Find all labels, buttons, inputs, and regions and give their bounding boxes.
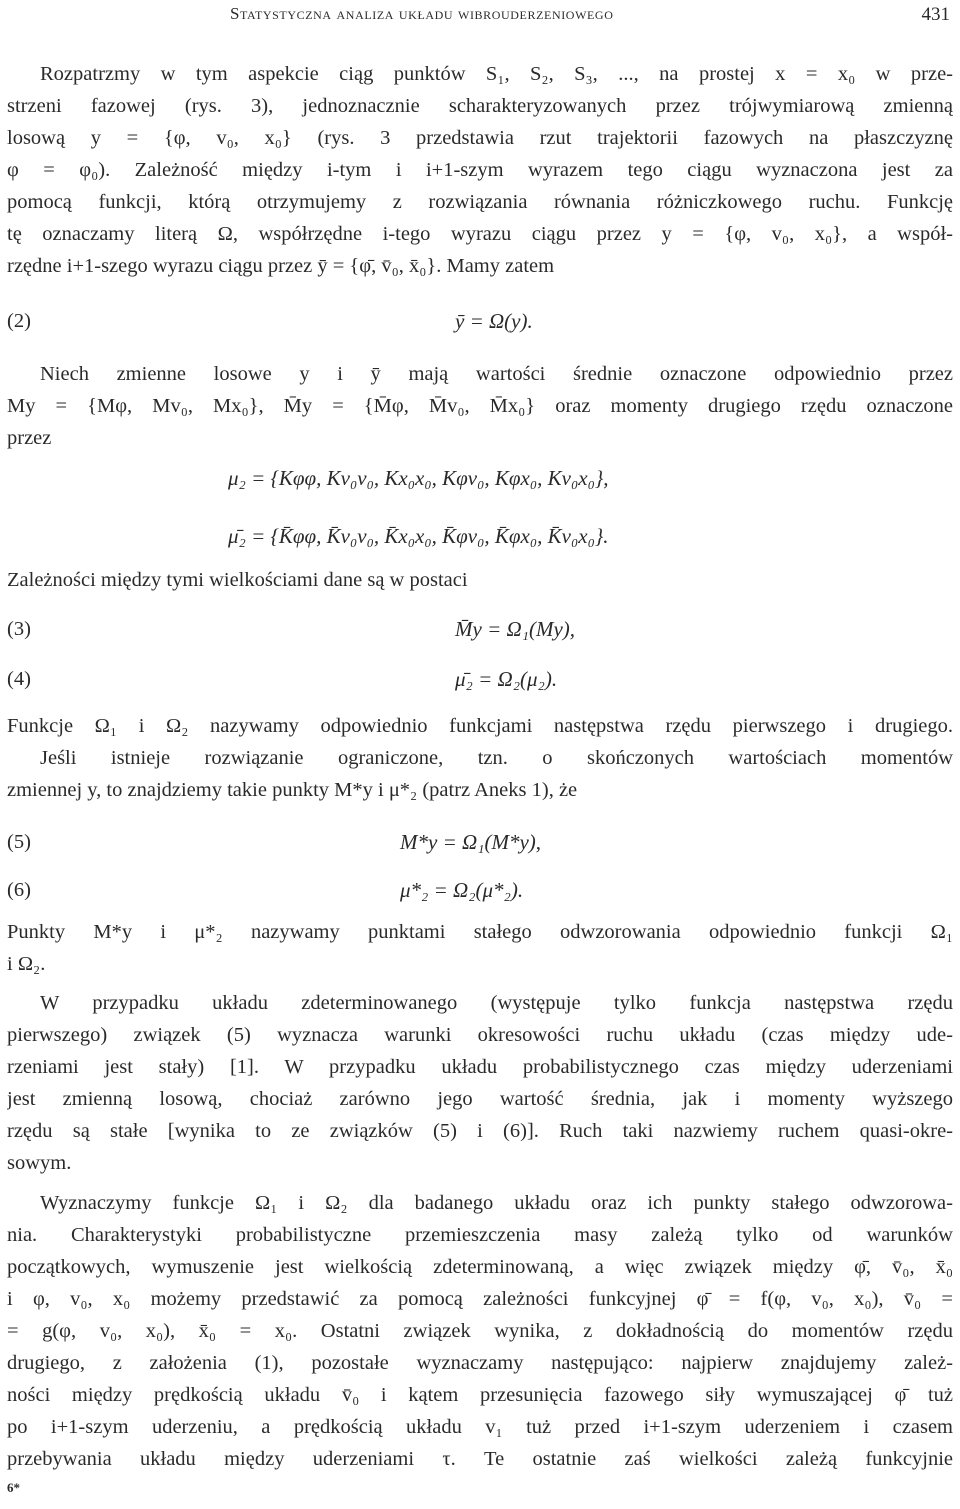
text-line: W przypadku układu zdeterminowanego (występuje tylko funkcja następstwa rzędu [40, 992, 953, 1014]
equation: μ₂ = {Kφφ, Kv₀v₀, Kx₀x₀, Kφv₀, Kφx₀, Kv₀x₀}, [228, 466, 609, 490]
text-line: Punkty M*y i μ*₂ nazywamy punktami stałego odwzorowania odpowiednio funkcji Ω₁ [7, 921, 953, 943]
equation: μ*₂ = Ω₂(μ*₂). [400, 878, 524, 902]
text-line: Zależności między tymi wielkościami dane są w postaci [7, 569, 468, 591]
text-line: i Ω₂. [7, 953, 46, 975]
equation-number: (6) [7, 879, 31, 901]
text-line: przez [7, 427, 52, 449]
equation-number: (3) [7, 618, 31, 640]
text-line: = g(φ, v₀, x₀), x̄₀ = x₀. Ostatni związek wynika, z dokładnością do momentów rzędu [7, 1320, 953, 1342]
text-line: jest zmienną losową, chociaż zarówno jego wartość średnia, jak i momenty wyższego [7, 1088, 953, 1110]
equation-number: (5) [7, 831, 31, 853]
equation: μ̄₂ = Ω₂(μ₂). [455, 667, 558, 691]
equation-number: (4) [7, 668, 31, 690]
text-line: nia. Charakterystyki probabilistyczne przemieszczenia masy zależą tylko od warunków [7, 1224, 953, 1246]
text-line: drugiego, z założenia (1), pozostałe wyznaczamy następująco: najpierw znajdujemy zależ- [7, 1352, 953, 1374]
text-line: rzędu są stałe [wynika to ze związków (5) i (6)]. Ruch taki nazwiemy ruchem quasi-okre- [7, 1120, 953, 1142]
text-line: przebywania układu między uderzeniami τ. Te ostatnie zaś wielkości zależą funkcyjnie [7, 1448, 953, 1470]
text-line: tę oznaczamy literą Ω, współrzędne i-tego wyrazu ciągu przez y = {φ, v₀, x₀}, a współ- [7, 223, 953, 245]
text-line: po i+1-szym uderzeniu, a prędkością układu v₁ tuż przed i+1-szym uderzeniem i czasem [7, 1416, 953, 1438]
equation-number: (2) [7, 310, 31, 332]
running-title: Statystyczna analiza układu wibrouderzeniowego [230, 4, 614, 23]
text-line: losową y = {φ, v₀, x₀} (rys. 3 przedstawia rzut trajektorii fazowych na płaszczyznę [7, 127, 953, 149]
text-line: początkowych, wymuszenie jest wielkością zdeterminowaną, a więc związek między φ̄, v̄₀, x̄₀ [7, 1256, 953, 1278]
text-line: Rozpatrzmy w tym aspekcie ciąg punktów S₁, S₂, S₃, ..., na prostej x = x₀ w prze- [40, 63, 953, 85]
text-line: pomocą funkcji, którą otrzymujemy z rozwiązania równania różniczkowego ruchu. Funkcję [7, 191, 953, 213]
text-line: rzeniami jest stały) [1]. W przypadku układu probabilistycznego czas między uderzeniami [7, 1056, 953, 1078]
text-line: Jeśli istnieje rozwiązanie ograniczone, tzn. o skończonych wartościach momentów [40, 747, 953, 769]
text-line: pierwszego) związek (5) wyznacza warunki okresowości ruchu układu (czas między ude- [7, 1024, 953, 1046]
page-number: 431 [921, 4, 950, 25]
page-header [230, 4, 950, 28]
text-line: Niech zmienne losowe y i ȳ mają wartości średnie oznaczone odpowiednio przez [40, 363, 953, 385]
equation: M̄y = Ω₁(My), [455, 617, 576, 641]
equation: μ̄₂ = {K̄φφ, K̄v₀v₀, K̄x₀x₀, K̄φv₀, K̄φx₀, K̄v₀x₀}. [228, 524, 609, 548]
text-line: Wyznaczymy funkcje Ω₁ i Ω₂ dla badanego układu oraz ich punkty stałego odwzorowa- [40, 1192, 953, 1214]
text-line: ności między prędkością układu v̄₀ i kątem przesunięcia fazowego siły wymuszającej φ̄ tuż [7, 1384, 953, 1406]
signature-mark: 6* [7, 1480, 20, 1495]
text-line: sowym. [7, 1152, 72, 1174]
text-line: My = {Mφ, Mv₀, Mx₀}, M̄y = {M̄φ, M̄v₀, M̄x₀} oraz momenty drugiego rzędu oznaczone [7, 395, 953, 417]
equation: ȳ = Ω(y). [455, 309, 533, 333]
text-line: rzędne i+1-szego wyrazu ciągu przez ȳ = {φ̄, v̄₀, x̄₀}. Mamy zatem [7, 255, 555, 277]
text-line: φ = φ₀). Zależność między i-tym i i+1-szym wyrazem tego ciągu wyznaczona jest za [7, 159, 953, 181]
text-line: strzeni fazowej (rys. 3), jednoznacznie scharakteryzowanych przez trójwymiarową zmienną [7, 95, 953, 117]
text-line: i φ, v₀, x₀ możemy przedstawić za pomocą zależności funkcyjnej φ̄ = f(φ, v₀, x₀), v̄₀ = [7, 1288, 953, 1310]
text-line: Funkcje Ω₁ i Ω₂ nazywamy odpowiednio funkcjami następstwa rzędu pierwszego i drugiego. [7, 715, 953, 737]
text-line: zmiennej y, to znajdziemy takie punkty M*y i μ*₂ (patrz Aneks 1), że [7, 779, 578, 801]
equation: M*y = Ω₁(M*y), [400, 830, 542, 854]
